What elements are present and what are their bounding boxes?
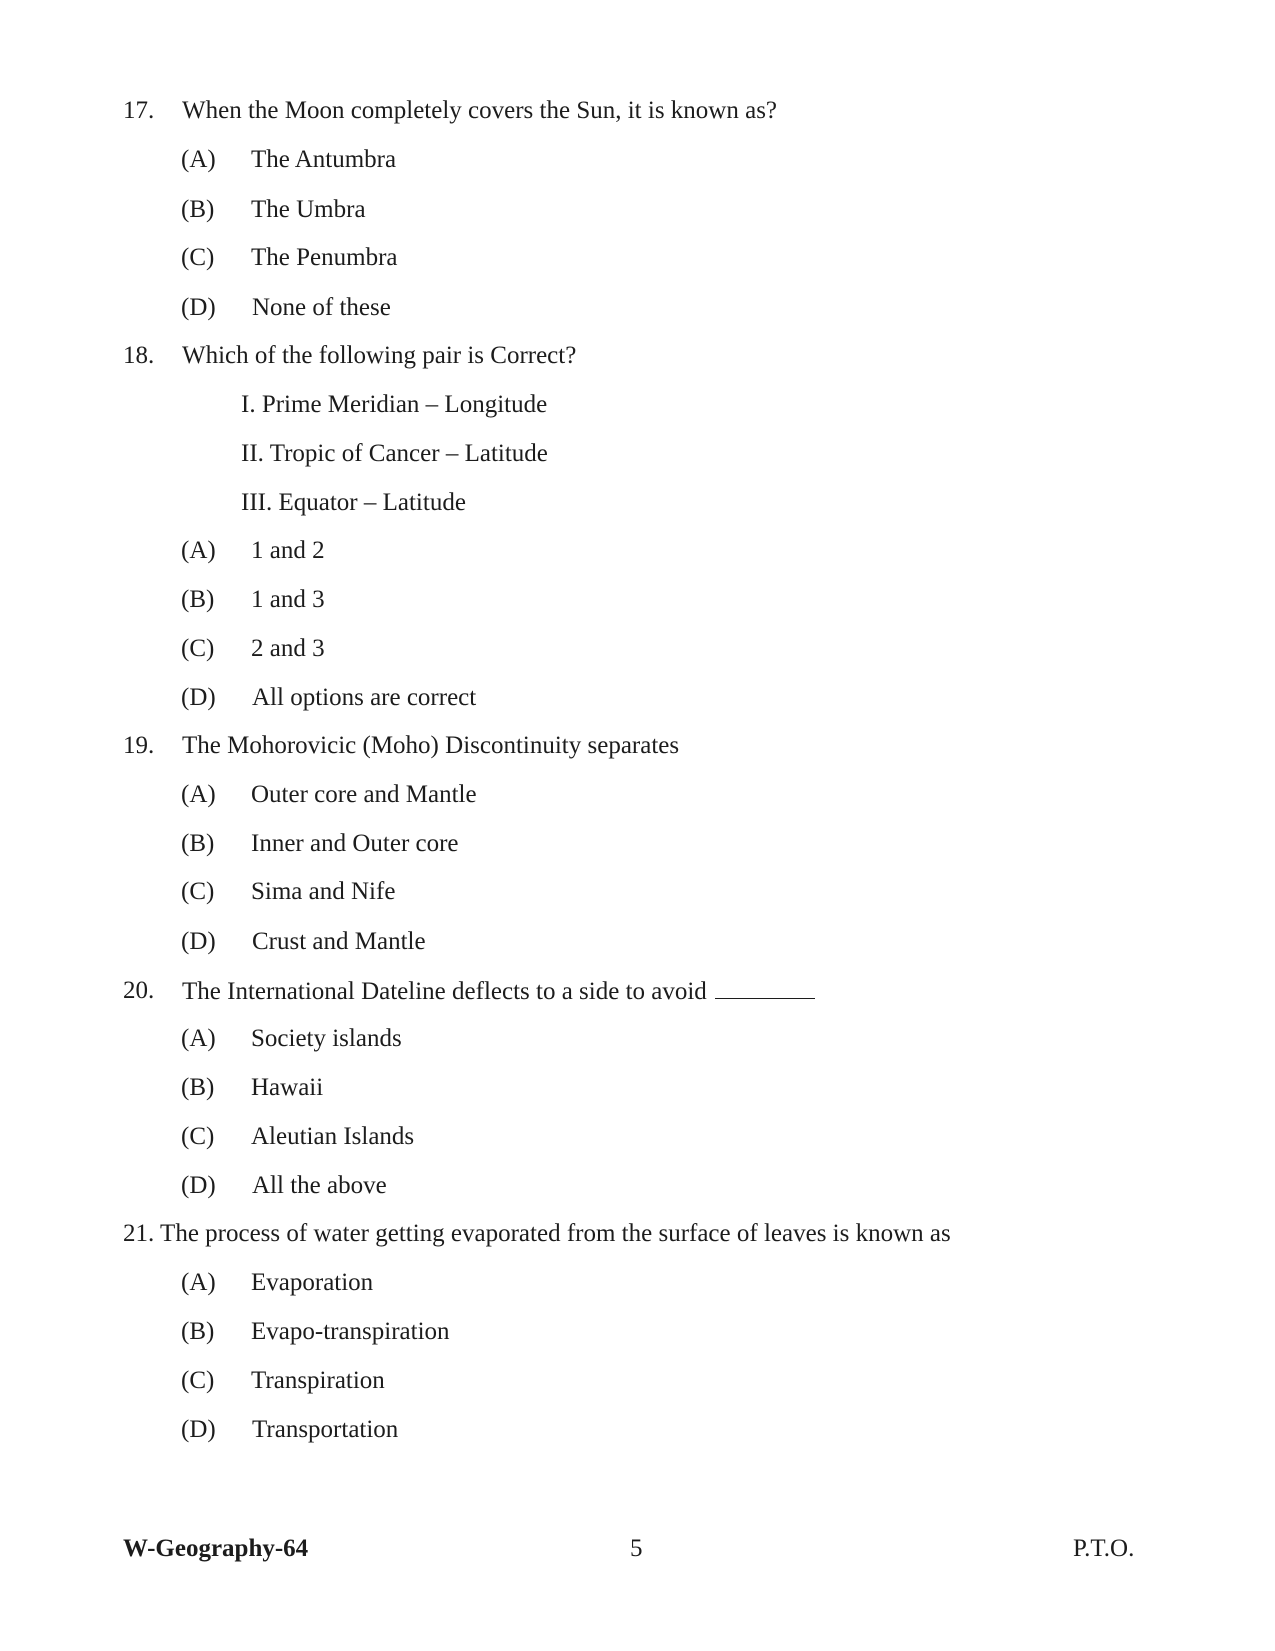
paper-code: W-Geography-64 xyxy=(123,1535,309,1562)
option-label: (C) xyxy=(181,878,215,905)
option-text: None of these xyxy=(252,294,391,321)
option-label: (A) xyxy=(181,781,216,808)
option-text: 2 and 3 xyxy=(251,635,325,662)
option-text: Outer core and Mantle xyxy=(251,781,477,808)
question-text xyxy=(182,976,815,1007)
question-text: The Mohorovicic (Moho) Discontinuity separates xyxy=(182,732,680,759)
question-text: When the Moon completely covers the Sun, it is known as? xyxy=(182,97,778,124)
option-text: Sima and Nife xyxy=(251,878,396,905)
option-text: Society islands xyxy=(251,1025,402,1052)
option-label: (D) xyxy=(181,1172,216,1199)
option-label: (B) xyxy=(181,196,215,223)
option-label: (B) xyxy=(181,1074,215,1101)
option-text: Inner and Outer core xyxy=(251,830,459,857)
option-text: Transpiration xyxy=(251,1367,385,1394)
answer-blank xyxy=(715,976,815,999)
option-text: Hawaii xyxy=(251,1074,324,1101)
option-text: All options are correct xyxy=(252,684,477,711)
option-text: All the above xyxy=(252,1172,387,1199)
option-label: (A) xyxy=(181,1025,216,1052)
option-label: (D) xyxy=(181,684,216,711)
option-label: (C) xyxy=(181,244,215,271)
statement: I. Prime Meridian – Longitude xyxy=(241,391,548,418)
option-label: (C) xyxy=(181,1123,215,1150)
option-text: 1 and 2 xyxy=(251,537,325,564)
page-number: 5 xyxy=(630,1535,643,1562)
option-label: (A) xyxy=(181,1269,216,1296)
option-label: (C) xyxy=(181,1367,215,1394)
question-text: 21. The process of water getting evaporated from the surface of leaves is known as xyxy=(123,1220,951,1247)
question-number: 18. xyxy=(123,342,155,369)
question-number: 19. xyxy=(123,732,155,759)
option-label: (D) xyxy=(181,1416,216,1443)
option-text: Transportation xyxy=(252,1416,399,1443)
question-text-content: The International Dateline deflects to a side to avoid xyxy=(182,978,707,1005)
pto-note: P.T.O. xyxy=(1073,1535,1135,1562)
option-text: Evaporation xyxy=(251,1269,374,1296)
option-label: (A) xyxy=(181,537,216,564)
option-text: The Penumbra xyxy=(251,244,398,271)
option-label: (D) xyxy=(181,928,216,955)
statement: II. Tropic of Cancer – Latitude xyxy=(241,440,548,467)
option-text: Evapo-transpiration xyxy=(251,1318,450,1345)
option-text: Crust and Mantle xyxy=(252,928,426,955)
option-label: (C) xyxy=(181,635,215,662)
question-number: 17. xyxy=(123,97,155,124)
statement: III. Equator – Latitude xyxy=(241,489,466,516)
option-text: The Antumbra xyxy=(251,146,397,173)
option-text: Aleutian Islands xyxy=(251,1123,415,1150)
option-text: The Umbra xyxy=(251,196,366,223)
option-label: (A) xyxy=(181,146,216,173)
option-label: (B) xyxy=(181,830,215,857)
question-number: 20. xyxy=(123,977,155,1004)
option-label: (B) xyxy=(181,1318,215,1345)
question-text: Which of the following pair is Correct? xyxy=(182,342,577,369)
option-label: (D) xyxy=(181,294,216,321)
option-text: 1 and 3 xyxy=(251,586,325,613)
option-label: (B) xyxy=(181,586,215,613)
